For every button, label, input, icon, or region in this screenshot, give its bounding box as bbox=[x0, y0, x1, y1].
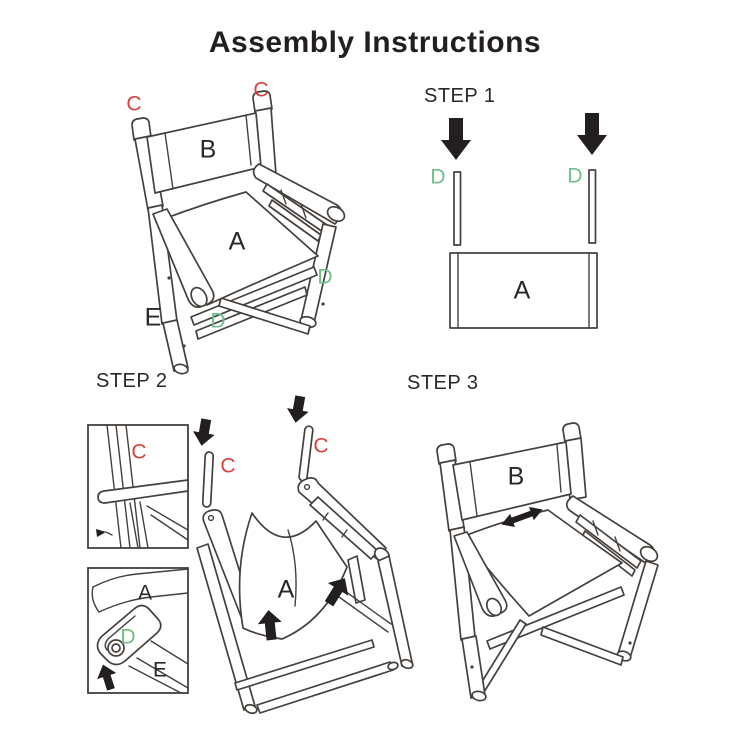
rod-c-left bbox=[203, 452, 214, 507]
main-label-d-front: D bbox=[210, 309, 226, 333]
step1-label-d-left: D bbox=[430, 165, 446, 189]
main-label-e: E bbox=[144, 303, 162, 332]
step3-heading: STEP 3 bbox=[407, 372, 479, 394]
rod-d-right bbox=[589, 170, 596, 243]
main-label-c-left: C bbox=[126, 92, 142, 116]
step1-parts-drawing bbox=[420, 105, 660, 335]
step2-chair bbox=[197, 478, 414, 715]
step1-label-d-right: D bbox=[567, 164, 583, 188]
main-label-a: A bbox=[228, 227, 246, 256]
step2-detail-label-e: E bbox=[152, 658, 168, 682]
step1-heading: STEP 1 bbox=[424, 85, 496, 107]
step2-label-c-left: C bbox=[220, 454, 236, 478]
screw-icon bbox=[96, 529, 112, 537]
step2-heading: STEP 2 bbox=[96, 370, 168, 392]
up-arrow-icon bbox=[93, 662, 120, 693]
down-arrow-icon bbox=[441, 118, 471, 160]
step2-detail-label-c: C bbox=[131, 440, 147, 464]
step2-label-c-right: C bbox=[313, 434, 329, 458]
rod-d-left bbox=[454, 172, 461, 245]
main-label-d-side: D bbox=[317, 265, 333, 289]
down-arrow-icon bbox=[191, 417, 217, 447]
step2-assembly-drawing bbox=[85, 388, 420, 728]
rod-c-right bbox=[299, 426, 314, 482]
step3-label-b: B bbox=[507, 462, 525, 491]
main-label-c-right: C bbox=[253, 78, 269, 102]
step2-detail-label-d: D bbox=[120, 625, 136, 649]
step3-chair-drawing bbox=[425, 415, 680, 730]
step2-label-a: A bbox=[277, 575, 295, 604]
step2-detail-label-a: A bbox=[137, 581, 153, 605]
main-label-b: B bbox=[199, 135, 217, 164]
down-arrow-icon bbox=[577, 113, 607, 155]
page-title: Assembly Instructions bbox=[208, 26, 542, 59]
down-arrow-icon bbox=[285, 394, 311, 424]
step1-label-a: A bbox=[513, 276, 531, 305]
